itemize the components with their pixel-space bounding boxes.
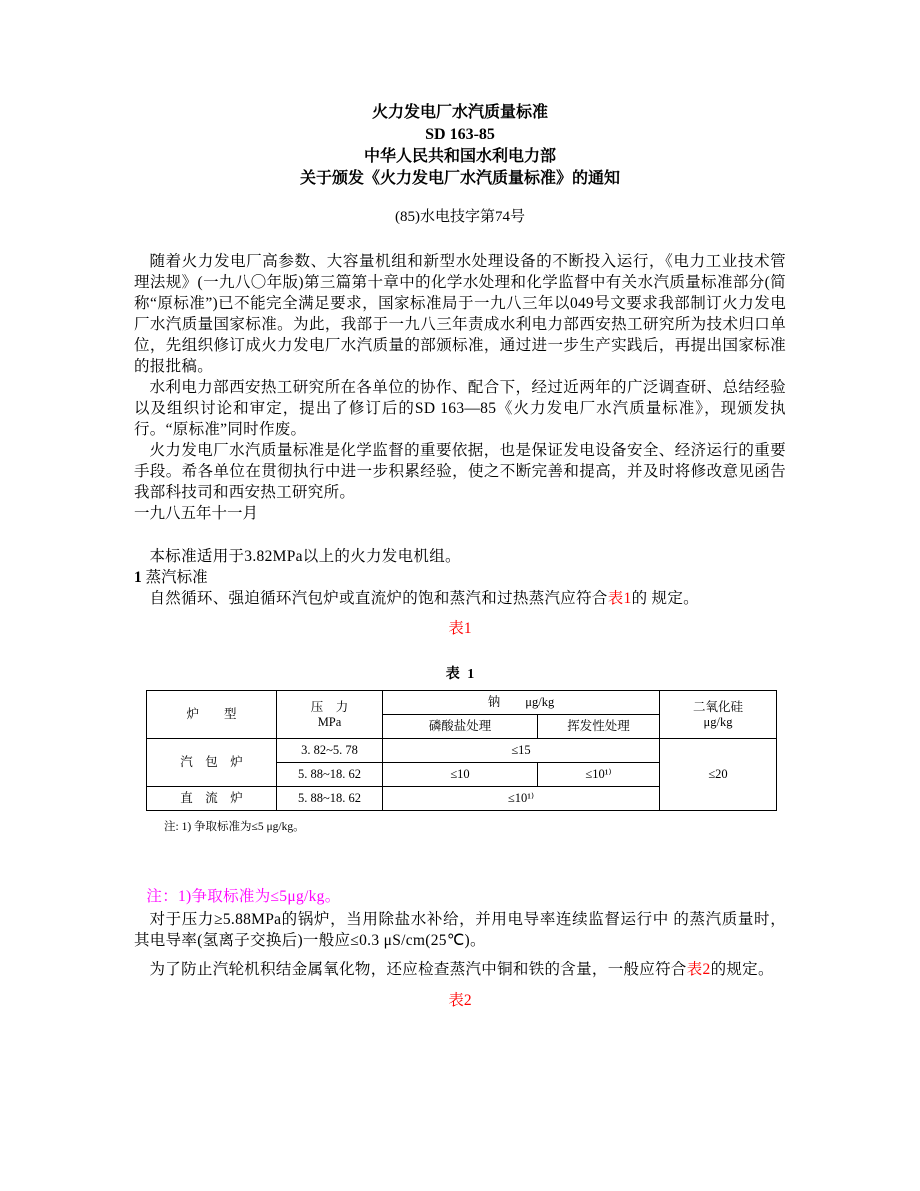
table2-reference-inline: 表2: [686, 961, 711, 978]
doc-standard-number: SD 163-85: [425, 126, 495, 143]
table1-header-silica-unit: μg/kg: [703, 714, 733, 729]
table1-header-silica: [660, 691, 777, 739]
table1-header-silica-label: 二氧化硅: [692, 699, 743, 714]
table1-cell-sodium-r2b: ≤10¹⁾: [538, 763, 660, 787]
paragraph-revision: 水利电力部西安热工研究所在各单位的协作、配合下，经过近两年的广泛调查研、总结经验以及组织讨论和审定，提出了修订后的SD 163—85《火力发电厂水汽质量标准》，现颁发执行。“原标准”同时作废。: [134, 379, 786, 438]
table2-reference-standalone: 表2: [448, 992, 472, 1009]
doc-file-number: (85)水电技字第74号: [395, 209, 525, 225]
doc-title: 火力发电厂水汽质量标准: [371, 104, 548, 121]
doc-notice-title: 关于颁发《火力发电厂水汽质量标准》的通知: [299, 170, 620, 187]
table1-reference-inline: 表1: [607, 590, 632, 607]
table1-header-furnace-type: 炉 型: [147, 691, 277, 739]
note-magenta: 注：1)争取标准为≤5μg/kg。: [146, 888, 341, 905]
table1-cell-furnace-drum: 汽 包 炉: [147, 739, 277, 787]
table1-cell-pressure-r2: 5. 88~18. 62: [277, 763, 383, 787]
paragraph-steam-standard-text-end: 的 规定。: [631, 590, 699, 607]
section-1-title: 蒸汽标准: [141, 569, 208, 586]
table1-caption: 表 1: [445, 667, 477, 682]
section-1-heading: [134, 567, 786, 588]
table1-note: 注: 1) 争取标准为≤5 μg/kg。: [164, 821, 305, 833]
table1-header-pressure-unit: MPa: [317, 714, 342, 729]
paragraph-purpose: 火力发电厂水汽质量标准是化学监督的重要依据，也是保证发电设备安全、经济运行的重要手段。希各单位在贯彻执行中进一步积累经验，使之不断完善和提高，并及时将修改意见函告我部科技司和西安热工研究所。: [134, 442, 786, 501]
scope-statement: 本标准适用于3.82MPa以上的火力发电机组。: [149, 548, 461, 565]
paragraph-steam-standard: [134, 588, 786, 609]
table1-cell-sodium-r2a: ≤10: [383, 763, 538, 787]
table1-header-row-1: [147, 691, 777, 715]
table1-row-drum-1: [147, 739, 777, 763]
table1-reference-standalone: 表1: [448, 620, 472, 637]
table1-cell-sodium-r1: ≤15: [383, 739, 660, 763]
table1: [146, 690, 777, 811]
paragraph-copper-iron-text-end: 的规定。: [710, 961, 774, 978]
paragraph-copper-iron: [134, 959, 786, 980]
table1-cell-sodium-r3: ≤10¹⁾: [383, 787, 660, 811]
table1-cell-pressure-r1: 3. 82~5. 78: [277, 739, 383, 763]
table1-cell-pressure-r3: 5. 88~18. 62: [277, 787, 383, 811]
paragraph-intro: 随着火力发电厂高参数、大容量机组和新型水处理设备的不断投入运行，《电力工业技术管理法规》(一九八〇年版)第三篇第十章中的化学水处理和化学监督中有关水汽质量标准部分(简称“原标准”)已不能完全满足要求，国家标准局于一九八三年以049号文要求我部制订火力发电厂水汽质量国家标准。为此，我部于一九八三年责成水利电力部西安热工研究所为技术归口单位，先组织修订成火力发电厂水汽质量的部颁标准，通过进一步生产实践后，再提出国家标准的报批稿。: [134, 253, 786, 375]
table1-header-sodium: 钠 μg/kg: [383, 691, 660, 715]
table1-header-pressure: [277, 691, 383, 739]
section-1-number: 1: [134, 569, 142, 586]
table1-header-pressure-label: 压 力: [310, 699, 349, 714]
table1-cell-furnace-once-through: 直 流 炉: [147, 787, 277, 811]
doc-ministry-name: 中华人民共和国水利电力部: [363, 148, 556, 165]
paragraph-steam-standard-text: 自然循环、强迫循环汽包炉或直流炉的饱和蒸汽和过热蒸汽应符合: [149, 590, 608, 607]
table1-header-volatile-treatment: 挥发性处理: [538, 715, 660, 739]
paragraph-conductivity: 对于压力≥5.88MPa的锅炉，当用除盐水补给，并用电导率连续监督运行中 的蒸汽质量时，其电导率(氢离子交换后)一般应≤0.3 μS/cm(25℃)。: [134, 911, 786, 949]
paragraph-copper-iron-text: 为了防止汽轮机积结金属氧化物，还应检查蒸汽中铜和铁的含量，一般应符合: [149, 961, 687, 978]
table1-cell-silica: ≤20: [660, 739, 777, 811]
date-line: 一九八五年十一月: [134, 505, 259, 522]
doc-header: [134, 102, 786, 190]
table1-header-phosphate-treatment: 磷酸盐处理: [383, 715, 538, 739]
table1-block: [146, 663, 776, 834]
